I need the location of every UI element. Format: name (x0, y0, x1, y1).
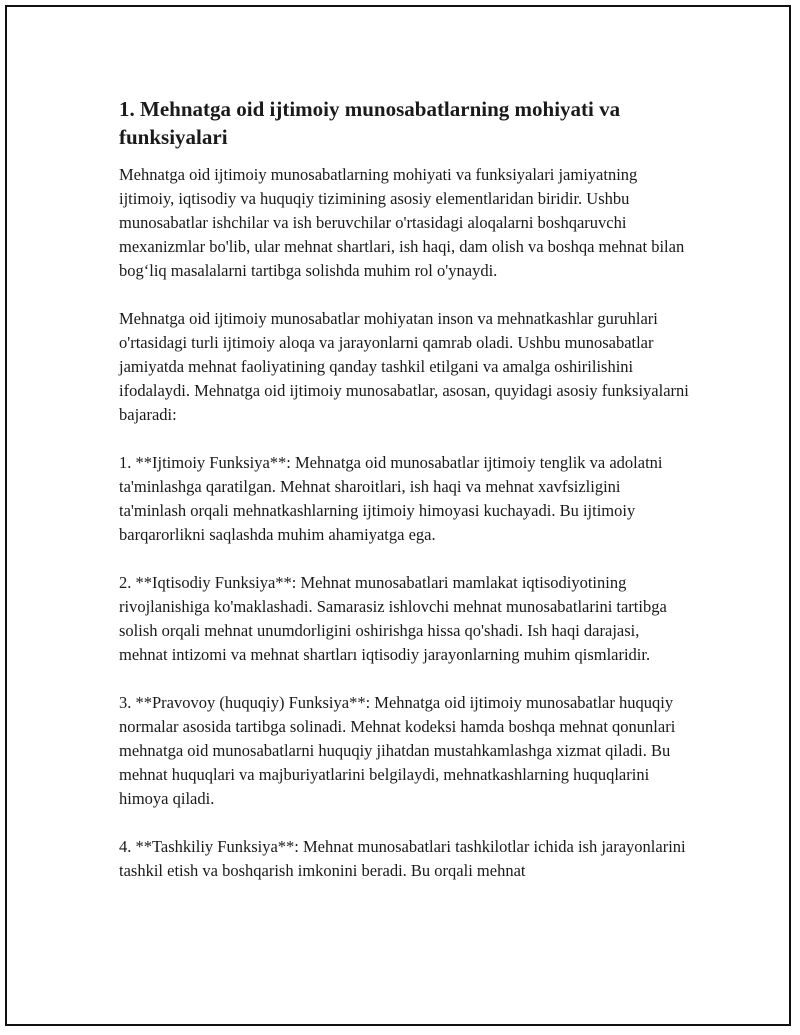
paragraph-legal-function: 3. **Pravovoy (huquqiy) Funksiya**: Mehnatga oid ijtimoiy munosabatlar huquqiy normalar asosida tartibga solinadi. Mehnat kodeksi hamda boshqa mehnat qonunlari mehnatga oid munosabatlarni huquqiy jihatdan mustahkamlashga xizmat qiladi. Bu mehnat huquqlari va majburiyatlarini belgilaydi, mehnatkashlarning huquqlarini himoya qiladi. (119, 693, 676, 808)
document-page (5, 5, 791, 1026)
paragraph-intro: Mehnatga oid ijtimoiy munosabatlarning mohiyati va funksiyalari jamiyatning ijtimoiy, iqtisodiy va huquqiy tizimining asosiy elementlaridan biridir. Ushbu munosabatlar ishchilar va ish beruvchilar o'rtasidagi aloqalarni boshqaruvchi mexanizmlar bo'lib, ular mehnat shartlari, ish haqi, dam olish va boshqa mehnat bilan bog‘liq masalalarni tartibga solishda muhim rol o'ynaydi. (119, 165, 685, 280)
document-content (119, 95, 689, 907)
paragraph-social-function: 1. **Ijtimoiy Funksiya**: Mehnatga oid munosabatlar ijtimoiy tenglik va adolatni ta'minlashga qaratilgan. Mehnat sharoitlari, ish haqi va mehnat xavfsizligini ta'minlash orqali mehnatkashlarning ijtimoiy himoyasi kuchayadi. Bu ijtimoiy barqarorlikni saqlashda muhim ahamiyatga ega. (119, 453, 663, 544)
paragraph-organizational-function: 4. **Tashkiliy Funksiya**: Mehnat munosabatlari tashkilotlar ichida ish jarayonlarini tashkil etish va boshqarish imkonini beradi. Bu orqali mehnat (119, 837, 686, 880)
paragraph-essence: Mehnatga oid ijtimoiy munosabatlar mohiyatan inson va mehnatkashlar guruhlari o'rtasidagi turli ijtimoiy aloqa va jarayonlarni qamrab oladi. Ushbu munosabatlar jamiyatda mehnat faoliyatining qanday tashkil etilgani va amalga oshirilishini ifodalaydi. Mehnatga oid ijtimoiy munosabatlar, asosan, quyidagi asosiy funksiyalarni bajaradi: (119, 309, 689, 424)
paragraph-economic-function: 2. **Iqtisodiy Funksiya**: Mehnat munosabatlari mamlakat iqtisodiyotining rivojlanishiga ko'maklashadi. Samarasiz ishlovchi mehnat munosabatlarini tartibga solish orqali mehnat unumdorligini oshirishga hissa qo'shadi. Ish haqi darajasi, mehnat intizomi va mehnat shartları iqtisodiy jarayonlarning muhim qismlaridir. (119, 573, 667, 664)
section-heading: 1. Mehnatga oid ijtimoiy munosabatlarning mohiyati va funksiyalari (119, 97, 621, 149)
